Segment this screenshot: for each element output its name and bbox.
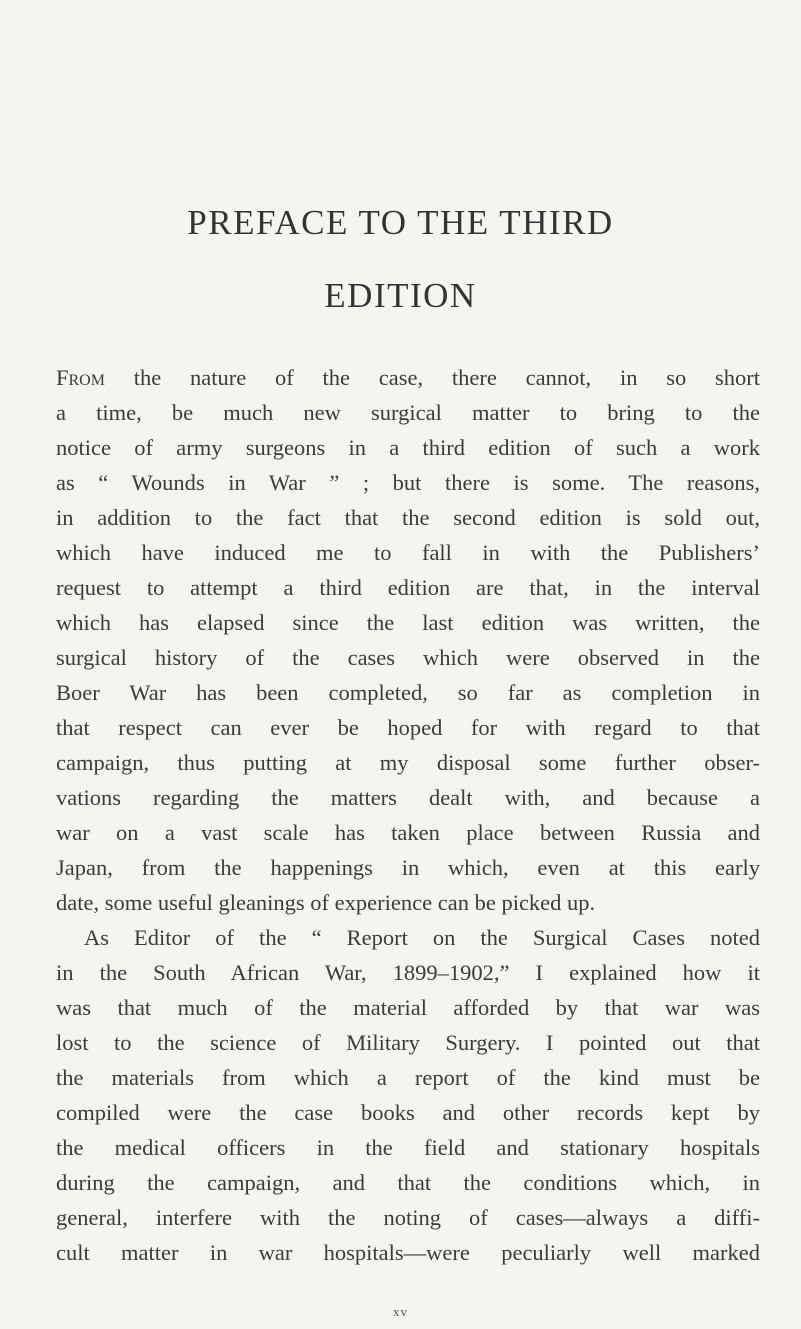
- text-line: that respect can ever be hoped for with regard to that: [56, 715, 760, 740]
- text-line: notice of army surgeons in a third edition of such a work: [56, 435, 760, 460]
- text-line-content: the nature of the case, there cannot, in so short: [104, 365, 760, 390]
- opening-word: From: [56, 365, 105, 390]
- text-line: during the campaign, and that the conditions which, in: [56, 1170, 760, 1195]
- text-line: request to attempt a third edition are that, in the interval: [56, 575, 760, 600]
- text-line: vations regarding the matters dealt with, and because a: [56, 785, 760, 810]
- text-line: in the South African War, 1899–1902,” I explained how it: [56, 960, 760, 985]
- text-line: compiled were the case books and other records kept by: [56, 1100, 760, 1125]
- text-line: which has elapsed since the last edition was written, the: [56, 610, 760, 635]
- text-line: the medical officers in the field and stationary hospitals: [56, 1135, 760, 1160]
- text-line: was that much of the material afforded by that war was: [56, 995, 760, 1020]
- text-line: in addition to the fact that the second edition is sold out,: [56, 505, 760, 530]
- text-line: war on a vast scale has taken place between Russia and: [56, 820, 760, 845]
- page-title-line-2: EDITION: [324, 276, 477, 315]
- text-line: the materials from which a report of the kind must be: [56, 1065, 760, 1090]
- text-line: lost to the science of Military Surgery. I pointed out that: [56, 1030, 760, 1055]
- text-line: Japan, from the happenings in which, even at this early: [56, 855, 760, 880]
- text-line: As Editor of the “ Report on the Surgical Cases noted: [84, 925, 760, 950]
- text-line: cult matter in war hospitals—were peculiarly well marked: [56, 1240, 760, 1265]
- text-line: date, some useful gleanings of experience can be picked up.: [56, 890, 596, 915]
- text-line: Boer War has been completed, so far as completion in: [56, 680, 760, 705]
- page-number: xv: [393, 1304, 408, 1319]
- text-line: which have induced me to fall in with the Publishers’: [56, 540, 760, 565]
- text-line: as “ Wounds in War ” ; but there is some. The reasons,: [56, 470, 760, 495]
- text-line: a time, be much new surgical matter to bring to the: [56, 400, 760, 425]
- text-line: general, interfere with the noting of cases—always a diffi-: [56, 1205, 760, 1230]
- text-line: [56, 363, 760, 393]
- page-title-line-1: PREFACE TO THE THIRD: [187, 203, 614, 242]
- text-line: surgical history of the cases which were observed in the: [56, 645, 760, 670]
- text-line: campaign, thus putting at my disposal some further obser-: [56, 750, 760, 775]
